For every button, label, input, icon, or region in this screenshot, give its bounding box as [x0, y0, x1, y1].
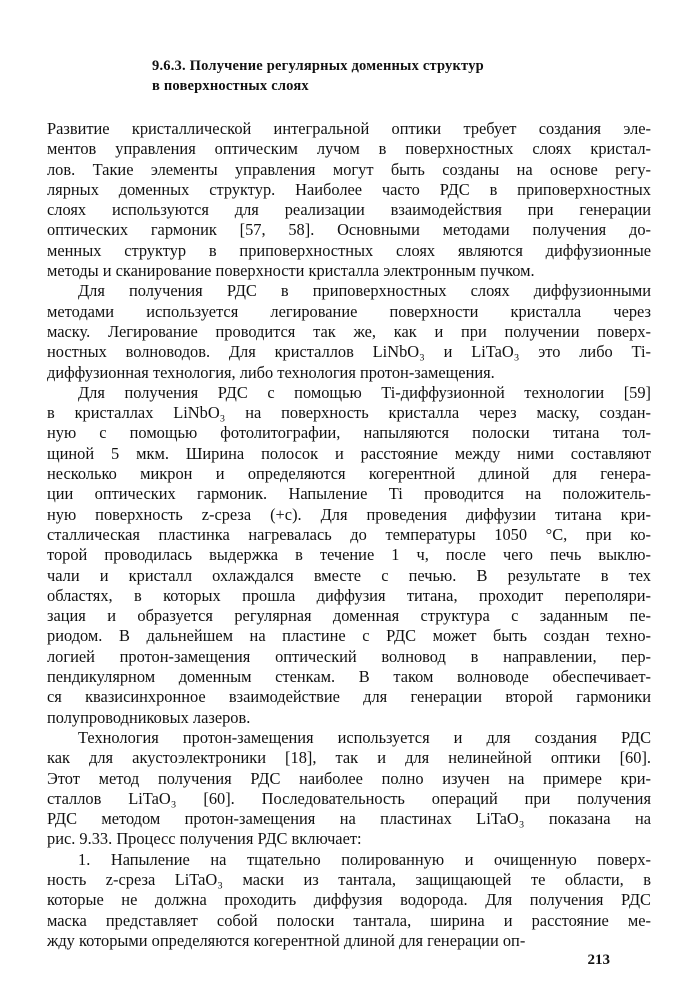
text-line: Для получения РДС с помощью Ti-диффузионной технологии [59]	[78, 382, 651, 402]
text-line: ментов управления оптическим лучом в поверхностных слоях кристал-	[47, 139, 651, 159]
text-line: методы и сканирование поверхности кристалла электронным пучком.	[47, 261, 535, 281]
paragraph	[47, 728, 651, 850]
text-line: жду которыми определяются когерентной длиной для генерации оп-	[47, 930, 526, 950]
text-line: Развитие кристаллической интегральной оптики требует создания эле-	[47, 119, 651, 138]
text-line: менных структур в приповерхностных слоях являются диффузионные	[47, 240, 651, 260]
section-heading	[152, 56, 632, 96]
text-line: 1. Напыление на тщательно полированную и очищенную поверх-	[78, 849, 651, 869]
text-line: ции оптических гармоник. Напыление Ti проводится на положитель-	[47, 484, 651, 504]
text-line: маска представляет собой полоски тантала, ширина и расстояние ме-	[47, 910, 651, 930]
text-line: логией протон-замещения оптический волновод в направлении, пер-	[47, 646, 651, 666]
text-line: пендикулярном доменным стенкам. В таком волноводе обеспечивает-	[47, 667, 651, 687]
text-line: Для получения РДС в приповерхностных слоях диффузионными	[78, 281, 651, 301]
body-text	[47, 119, 651, 951]
text-line: лов. Такие элементы управления могут быть созданы на основе регу-	[47, 159, 651, 179]
section-heading-line: в поверхностных слоях	[152, 78, 309, 94]
paragraph	[47, 850, 651, 951]
text-line: ностных волноводов. Для кристаллов LiNbO₃ и LiTaO₃ это либо Ti-	[47, 342, 651, 362]
text-line: риодом. В дальнейшем на пластине с РДС может быть создан техно-	[47, 626, 651, 646]
text-line: сталлов LiTaO₃ [60]. Последовательность операций при получения	[47, 788, 651, 808]
text-line: Технология протон-замещения используется и для создания РДС	[78, 727, 651, 747]
text-line: ную с помощью фотолитографии, напыляются полоски титана тол-	[47, 423, 651, 443]
text-line: чали и кристалл охлаждался вместе с печью. В результате в тех	[47, 565, 651, 585]
text-line: сталлическая пластинка нагревалась до температуры 1050 °C, при ко-	[47, 524, 651, 544]
text-line: методами используется легирование поверхности кристалла через	[47, 301, 651, 321]
page-number: 213	[587, 952, 610, 968]
text-line: рис. 9.33. Процесс получения РДС включает:	[47, 829, 362, 849]
text-line: ную поверхность z-среза (+c). Для проведения диффузии титана кри-	[47, 504, 651, 524]
text-line: торой проводилась выдержка в течение 1 ч, после чего печь выклю-	[47, 545, 651, 565]
text-line: несколько микрон и определяются когерентной длиной для генера-	[47, 464, 651, 484]
text-line: областях, в которых прошла диффузия титана, проходит переполяри-	[47, 585, 651, 605]
paragraph	[47, 281, 651, 382]
text-line: РДС методом протон-замещения на пластинах LiTaO₃ показана на	[47, 809, 651, 829]
text-line: диффузионная технология, либо технология протон-замещения.	[47, 362, 495, 382]
text-line: которые не должна проходить диффузия водорода. Для получения РДС	[47, 890, 651, 910]
section-heading-line: 9.6.3. Получение регулярных доменных структур	[152, 58, 484, 74]
paragraph	[47, 383, 651, 728]
text-line: зация и образуется регулярная доменная структура с заданным пе-	[47, 606, 651, 626]
text-line: маску. Легирование проводится так же, как и при получении поверх-	[47, 321, 651, 341]
text-line: полупроводниковых лазеров.	[47, 707, 251, 727]
text-line: ся квазисинхронное взаимодействие для генерации второй гармоники	[47, 687, 651, 707]
paragraph	[47, 119, 651, 281]
text-line: щиной 5 мкм. Ширина полосок и расстояние между ними составляют	[47, 443, 651, 463]
text-line: оптических гармоник [57, 58]. Основными методами получения до-	[47, 220, 651, 240]
text-line: в кристаллах LiNbO₃ на поверхность кристалла через маску, создан-	[47, 403, 651, 423]
text-line: как для акустоэлектроники [18], так и для нелинейной оптики [60].	[47, 748, 651, 768]
text-line: лярных доменных структур. Наиболее часто РДС в приповерхностных	[47, 179, 651, 199]
text-line: Этот метод получения РДС наиболее полно изучен на примере кри-	[47, 768, 651, 788]
text-line: слоях используются для реализации взаимодействия при генерации	[47, 200, 651, 220]
text-line: ность z-среза LiTaO₃ маски из тантала, защищающей те области, в	[47, 869, 651, 889]
